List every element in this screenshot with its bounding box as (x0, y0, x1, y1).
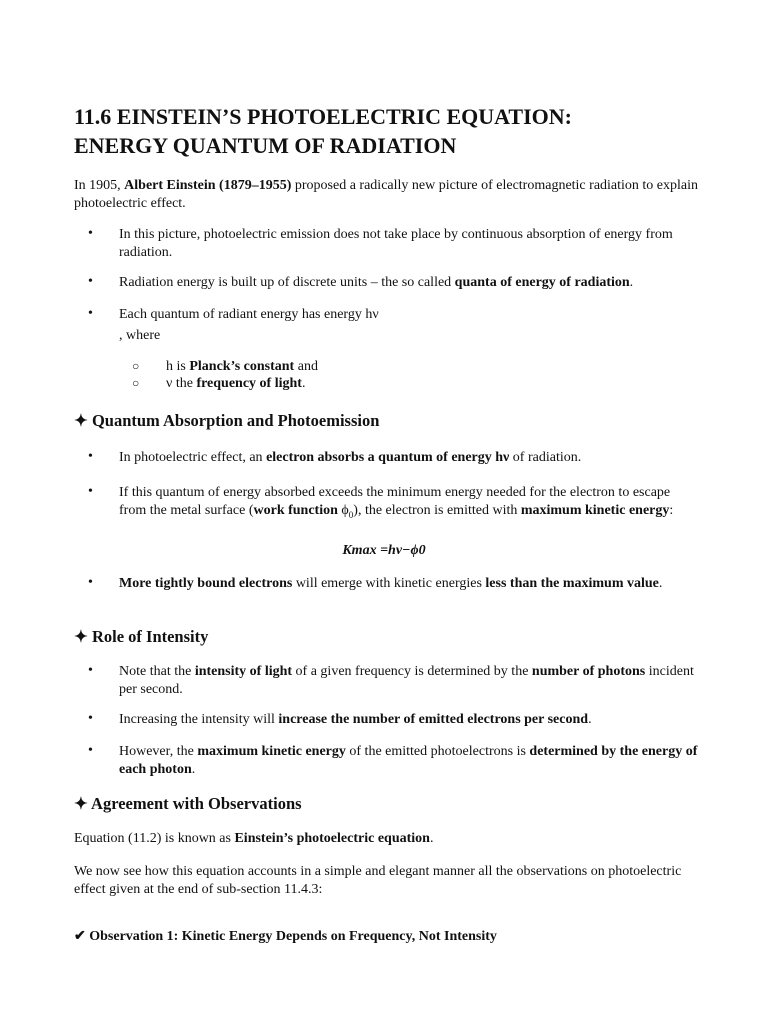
text-run: . (191, 761, 196, 777)
intro-text-2: proposed a radically new picture of electromagnetic radiation to explain photoelectric effect. (74, 178, 699, 211)
text-run: . (658, 576, 663, 591)
equation: Kmax =hν−ϕ0 (342, 543, 426, 558)
text-run: ), the electron is emitted with (353, 502, 521, 518)
text-run: . (429, 831, 434, 846)
bold-run: maximum kinetic energy (197, 744, 346, 759)
bold-run: frequency of light (196, 376, 302, 391)
intro-bold-name: Albert Einstein (1879–1955) (124, 178, 292, 193)
bold-run: More tightly bound electrons (119, 576, 293, 591)
intro-paragraph (74, 177, 704, 212)
bold-run: Einstein’s photoelectric equation (234, 831, 430, 846)
text-run: Note that the (119, 664, 195, 679)
text-run: Each quantum of radiant energy has energy hν (119, 307, 379, 322)
list-item-text (119, 226, 699, 261)
bold-run: less than the maximum value (485, 576, 659, 591)
title-line-1: 11.6 EINSTEIN’S PHOTOELECTRIC EQUATION: (74, 104, 572, 129)
list-item-text (119, 663, 699, 698)
list-item-text (119, 449, 699, 467)
text-run: of a given frequency is determined by the (292, 664, 532, 679)
subscript: 0 (348, 509, 354, 520)
observation-heading: ✔ Observation 1: Kinetic Energy Depends on Frequency, Not Intensity (74, 929, 497, 944)
bold-run: intensity of light (194, 664, 293, 679)
bullet-dot: • (88, 226, 93, 241)
text-run: . (629, 275, 634, 290)
bullet-dot: • (88, 274, 93, 289)
bold-run: maximum kinetic energy (520, 502, 670, 518)
bold-run: work function (253, 502, 338, 518)
bullet-dot: • (88, 743, 93, 758)
text-run: Radiation energy is built up of discrete units – the so called (119, 275, 455, 290)
bullet-dot: • (88, 575, 93, 590)
text-run: In photoelectric effect, an (119, 450, 267, 465)
text-run: incident per second. (119, 664, 694, 697)
list-item-text (119, 743, 699, 778)
bold-run: increase the number of emitted electrons per second (278, 712, 589, 727)
bold-run: number of photons (531, 664, 646, 679)
text-run: of the emitted photoelectrons is (345, 744, 530, 759)
sub-bullet-ring: ○ (132, 376, 140, 390)
text-run: and (294, 359, 318, 374)
list-item-text (119, 711, 699, 729)
list-item-text (119, 575, 699, 593)
bullet-dot: • (88, 449, 93, 464)
sub-list-item-text (166, 375, 305, 393)
page-title (74, 102, 714, 160)
paragraph: We now see how this equation accounts in a simple and elegant manner all the observations on photoelectric effect given at the end of sub-section 11.4.3: (74, 864, 682, 897)
text-run: If this quantum of energy absorbed exceeds the minimum energy needed for the electron to escape from the metal surface ( (119, 485, 671, 518)
text-run: ν the (166, 376, 197, 391)
section-heading-intensity: ✦ Role of Intensity (74, 627, 209, 646)
bullet-dot: • (88, 306, 93, 321)
text-run: ϕ (337, 502, 349, 518)
list-item-text (119, 274, 699, 292)
text-run: Equation (11.2) is known as (74, 831, 235, 846)
bold-run: determined by the energy of each photon (119, 744, 698, 777)
text-run: of radiation. (509, 450, 582, 465)
text-run: Increasing the intensity will (119, 712, 279, 727)
intro-text-1: In 1905, (74, 178, 125, 193)
paragraph (74, 830, 704, 848)
bold-run: quanta of energy of radiation (454, 275, 630, 290)
text-run: h is (166, 359, 190, 374)
text-run: In this picture, photoelectric emission does not take place by continuous absorption of energy from radiation. (119, 227, 673, 260)
text-run: . (588, 712, 592, 727)
bold-run: Planck’s constant (189, 359, 295, 374)
bullet-dot: • (88, 663, 93, 678)
sub-bullet-ring: ○ (132, 359, 140, 373)
list-item-text (119, 306, 699, 344)
list-item-text (119, 484, 699, 524)
text-run: : (669, 502, 674, 518)
text-run: will emerge with kinetic energies (292, 576, 486, 591)
bullet-dot: • (88, 484, 93, 499)
text-run: , where (119, 327, 161, 343)
bold-run: electron absorbs a quantum of energy hν (266, 450, 510, 465)
text-run: . (301, 376, 306, 391)
section-heading-agreement: ✦ Agreement with Observations (74, 794, 302, 813)
bullet-dot: • (88, 711, 93, 726)
section-heading-absorption: ✦ Quantum Absorption and Photoemission (74, 411, 380, 430)
text-run: However, the (119, 744, 198, 759)
sub-list-item-text (166, 358, 318, 376)
title-line-2: ENERGY QUANTUM OF RADIATION (74, 133, 457, 158)
